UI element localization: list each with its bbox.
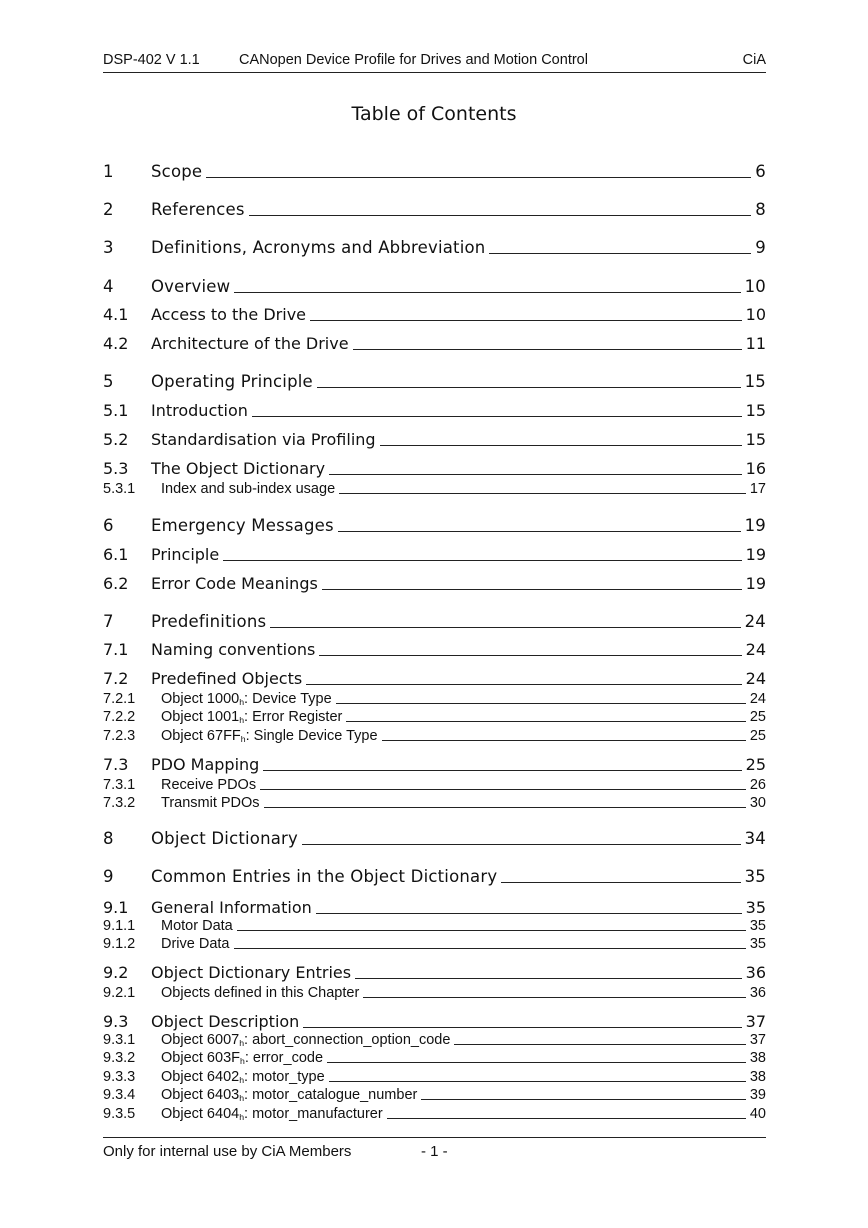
toc-entry[interactable] [103, 401, 766, 420]
toc-entry-title-suffix: : motor_catalogue_number [244, 1087, 418, 1103]
page-number: - 1 - [421, 1143, 448, 1160]
toc-entry-title [161, 1050, 323, 1066]
toc-entry-title: Error Code Meanings [151, 574, 318, 593]
toc-entry-number: 4 [103, 277, 114, 296]
toc-leader-line [223, 560, 741, 561]
toc-entry-number: 7.3.1 [103, 777, 136, 793]
toc-entry-page: 35 [744, 867, 766, 886]
toc-leader-line [454, 1044, 745, 1045]
toc-heading: Table of Contents [351, 103, 517, 125]
toc-entry-page: 15 [744, 372, 766, 391]
toc-leader-line [206, 177, 751, 178]
toc-entry-number: 7.3.2 [103, 795, 136, 811]
toc-entry-title-suffix: : error_code [244, 1050, 324, 1066]
toc-entry[interactable] [103, 709, 766, 725]
toc-leader-line [336, 703, 746, 704]
toc-entry-number: 9.3.3 [103, 1069, 136, 1085]
toc-entry-number: 4.1 [103, 305, 129, 324]
toc-leader-line [501, 882, 740, 883]
toc-entry-number: 9.3.2 [103, 1050, 136, 1066]
toc-entry-page: 36 [749, 985, 766, 1001]
toc-entry-number: 9.3.4 [103, 1087, 136, 1103]
toc-entry-title: Object Dictionary [151, 829, 299, 848]
toc-entry[interactable] [103, 1050, 766, 1066]
toc-entry-page: 35 [749, 918, 766, 934]
toc-entry[interactable] [103, 1069, 766, 1085]
toc-entry-title-suffix: : abort_connection_option_code [244, 1032, 451, 1048]
toc-leader-line [329, 1081, 746, 1082]
toc-entry-title: References [151, 200, 245, 219]
toc-entry-number: 9.3.5 [103, 1106, 136, 1122]
toc-entry-number: 6.1 [103, 545, 129, 564]
toc-entry-number: 9.1 [103, 898, 129, 917]
toc-entry-number: 7.3 [103, 755, 129, 774]
toc-entry-title: Object Description [151, 1012, 300, 1031]
toc-entry[interactable] [103, 829, 766, 848]
toc-leader-line [489, 253, 751, 254]
toc-entry-title-prefix: Object 1001 [161, 709, 240, 725]
toc-entry-number: 5.3.1 [103, 481, 136, 497]
toc-leader-line [346, 721, 746, 722]
toc-leader-line [270, 627, 740, 628]
toc-entry-page: 15 [745, 401, 766, 420]
toc-entry-title-prefix: Object 6403 [161, 1087, 240, 1103]
toc-leader-line [382, 740, 746, 741]
toc-entry-page: 24 [744, 612, 766, 631]
toc-entry-number: 7.2.2 [103, 709, 136, 725]
toc-leader-line [421, 1099, 746, 1100]
toc-entry-title: Motor Data [161, 918, 233, 934]
toc-entry-title: Objects defined in this Chapter [161, 985, 360, 1001]
toc-entry-title: Access to the Drive [151, 305, 307, 324]
toc-entry-page: 35 [749, 936, 766, 952]
toc-leader-line [338, 531, 741, 532]
toc-entry[interactable] [103, 985, 766, 1001]
toc-entry-page: 8 [755, 200, 766, 219]
toc-entry-page: 10 [744, 277, 766, 296]
toc-entry[interactable] [103, 334, 766, 353]
toc-entry-title: Operating Principle [151, 372, 313, 391]
toc-entry[interactable] [103, 728, 766, 744]
toc-entry-title: Predefined Objects [151, 669, 303, 688]
toc-entry-number: 3 [103, 238, 114, 257]
toc-entry-title: Standardisation via Profiling [151, 430, 376, 449]
toc-entry-page: 34 [744, 829, 766, 848]
toc-entry-number: 8 [103, 829, 114, 848]
toc-entry-page: 17 [749, 481, 766, 497]
toc-leader-line [252, 416, 742, 417]
toc-entry-number: 4.2 [103, 334, 129, 353]
toc-entry[interactable] [103, 691, 766, 707]
toc-entry-number: 9.1.1 [103, 918, 136, 934]
toc-entry[interactable] [103, 755, 766, 774]
toc-entry-title [161, 1069, 325, 1085]
toc-leader-line [387, 1118, 746, 1119]
toc-entry-page: 24 [745, 640, 766, 659]
toc-entry[interactable] [103, 459, 766, 478]
toc-leader-line [319, 655, 741, 656]
toc-entry-title: Overview [151, 277, 231, 296]
toc-entry-title: Common Entries in the Object Dictionary [151, 867, 498, 886]
toc-leader-line [317, 387, 741, 388]
toc-entry-title: Emergency Messages [151, 516, 334, 535]
toc-entry-number: 5.2 [103, 430, 129, 449]
toc-entry[interactable] [103, 640, 766, 659]
toc-entry-page: 36 [745, 963, 766, 982]
toc-entry[interactable] [103, 305, 766, 324]
document-id: DSP-402 V 1.1 [103, 52, 200, 68]
toc-entry-page: 24 [749, 691, 766, 707]
toc-entry-page: 10 [745, 305, 766, 324]
toc-entry-title: PDO Mapping [151, 755, 260, 774]
toc-entry[interactable] [103, 795, 766, 811]
toc-entry-title [161, 691, 332, 707]
toc-entry-number: 5 [103, 372, 114, 391]
page-header [103, 50, 766, 73]
toc-leader-line [234, 948, 746, 949]
toc-leader-line [260, 789, 746, 790]
toc-entry[interactable] [103, 669, 766, 688]
toc-entry-page: 19 [745, 574, 766, 593]
hex-subscript: h [239, 1038, 245, 1049]
toc-entry-title: Definitions, Acronyms and Abbreviation [151, 238, 486, 257]
toc-leader-line [380, 445, 742, 446]
toc-entry-page: 39 [749, 1087, 766, 1103]
toc-entry-title: Index and sub-index usage [161, 481, 336, 497]
hex-subscript: h [239, 1093, 245, 1104]
toc-entry-page: 35 [745, 898, 766, 917]
toc-leader-line [329, 474, 742, 475]
toc-entry-page: 37 [745, 1012, 766, 1031]
toc-entry[interactable] [103, 963, 766, 982]
toc-entry-number: 9.2.1 [103, 985, 136, 1001]
toc-entry-title-suffix: : motor_type [244, 1069, 325, 1085]
toc-entry-page: 40 [749, 1106, 766, 1122]
toc-leader-line [303, 1027, 741, 1028]
toc-entry-page: 24 [745, 669, 766, 688]
hex-subscript: h [239, 715, 245, 726]
toc-entry-title: The Object Dictionary [151, 459, 326, 478]
toc-entry-number: 6.2 [103, 574, 129, 593]
hex-subscript: h [239, 1112, 245, 1123]
toc-entry[interactable] [103, 867, 766, 886]
toc-entry-title: Principle [151, 545, 220, 564]
toc-leader-line [264, 807, 746, 808]
toc-entry-page: 26 [749, 777, 766, 793]
toc-entry-title [161, 709, 342, 725]
toc-entry-title [161, 1106, 383, 1122]
toc-entry-page: 38 [749, 1050, 766, 1066]
toc-entry[interactable] [103, 481, 766, 497]
toc-entry-number: 7.2.1 [103, 691, 136, 707]
toc-entry-title: Object Dictionary Entries [151, 963, 352, 982]
toc-entry[interactable] [103, 516, 766, 535]
toc-entry-number: 5.3 [103, 459, 129, 478]
toc-entry[interactable] [103, 1087, 766, 1103]
toc-entry-title: Drive Data [161, 936, 230, 952]
toc-entry[interactable] [103, 936, 766, 952]
toc-entry[interactable] [103, 430, 766, 449]
toc-entry-page: 9 [755, 238, 766, 257]
toc-leader-line [363, 997, 746, 998]
toc-entry-title: Receive PDOs [161, 777, 257, 793]
toc-entry[interactable] [103, 200, 766, 219]
toc-entry-page: 15 [745, 430, 766, 449]
toc-entry-title [161, 1032, 450, 1048]
toc-entry-page: 37 [749, 1032, 766, 1048]
toc-entry[interactable] [103, 574, 766, 593]
toc-entry-number: 9 [103, 867, 114, 886]
toc-entry-page: 38 [749, 1069, 766, 1085]
hex-subscript: h [240, 1056, 245, 1067]
toc-entry-number: 1 [103, 162, 114, 181]
toc-entry-title-suffix: : motor_manufacturer [244, 1106, 383, 1122]
toc-leader-line [355, 978, 742, 979]
document-title: CANopen Device Profile for Drives and Motion Control [239, 52, 588, 68]
toc-entry-title-prefix: Object 67FF [161, 728, 241, 744]
toc-leader-line [306, 684, 741, 685]
toc-entry-page: 19 [744, 516, 766, 535]
hex-subscript: h [240, 734, 246, 745]
toc-entry-page: 25 [749, 709, 766, 725]
toc-leader-line [237, 930, 746, 931]
toc-entry-number: 7.2.3 [103, 728, 136, 744]
toc-entry-title: General Information [151, 898, 312, 917]
toc-entry-title-suffix: : Single Device Type [245, 728, 378, 744]
toc-entry-page: 11 [745, 334, 766, 353]
toc-leader-line [339, 493, 746, 494]
toc-entry[interactable] [103, 898, 766, 917]
toc-entry-title: Scope [151, 162, 203, 181]
toc-leader-line [263, 770, 741, 771]
toc-leader-line [310, 320, 742, 321]
hex-subscript: h [239, 697, 245, 708]
toc-entry-number: 2 [103, 200, 114, 219]
toc-leader-line [353, 349, 742, 350]
toc-entry-number: 9.3 [103, 1012, 129, 1031]
toc-entry-number: 5.1 [103, 401, 129, 420]
toc-entry-page: 25 [749, 728, 766, 744]
toc-entry[interactable] [103, 162, 766, 181]
toc-leader-line [234, 292, 740, 293]
toc-leader-line [249, 215, 752, 216]
toc-entry-title-prefix: Object 6402 [161, 1069, 240, 1085]
toc-entry-number: 7.2 [103, 669, 129, 688]
toc-entry-title-prefix: Object 603F [161, 1050, 240, 1066]
toc-entry-number: 9.3.1 [103, 1032, 136, 1048]
toc-entry-title [161, 1087, 417, 1103]
toc-entry-page: 6 [755, 162, 766, 181]
toc-entry[interactable] [103, 545, 766, 564]
toc-entry-number: 6 [103, 516, 114, 535]
page-footer [103, 1137, 766, 1166]
toc-entry[interactable] [103, 612, 766, 631]
toc-entry[interactable] [103, 277, 766, 296]
toc-entry[interactable] [103, 918, 766, 934]
toc-entry-number: 9.2 [103, 963, 129, 982]
toc-entry-title-prefix: Object 6404 [161, 1106, 240, 1122]
toc-entry-title-prefix: Object 6007 [161, 1032, 240, 1048]
toc-entry-title [161, 728, 378, 744]
toc-entry-title: Predefinitions [151, 612, 267, 631]
toc-entry-page: 19 [745, 545, 766, 564]
toc-entry[interactable] [103, 1106, 766, 1122]
toc-entry-page: 30 [749, 795, 766, 811]
toc-entry-title-suffix: : Device Type [244, 691, 332, 707]
toc-entry[interactable] [103, 1032, 766, 1048]
hex-subscript: h [239, 1075, 245, 1086]
toc-entry[interactable] [103, 372, 766, 391]
footer-note: Only for internal use by CiA Members [103, 1143, 352, 1160]
toc-leader-line [327, 1062, 746, 1063]
toc-entry-title-prefix: Object 1000 [161, 691, 240, 707]
toc-leader-line [302, 844, 741, 845]
toc-leader-line [316, 913, 742, 914]
organization-name: CiA [742, 52, 766, 68]
toc-entry[interactable] [103, 1012, 766, 1031]
toc-entry-number: 7.1 [103, 640, 129, 659]
toc-entry[interactable] [103, 777, 766, 793]
toc-entry-page: 16 [745, 459, 766, 478]
toc-leader-line [322, 589, 742, 590]
toc-entry-number: 7 [103, 612, 114, 631]
toc-entry-page: 25 [745, 755, 766, 774]
toc-entry[interactable] [103, 238, 766, 257]
toc-entry-title: Introduction [151, 401, 248, 420]
toc-entry-title: Transmit PDOs [161, 795, 260, 811]
toc-entry-title: Naming conventions [151, 640, 316, 659]
toc-entry-number: 9.1.2 [103, 936, 136, 952]
toc-entry-title-suffix: : Error Register [244, 709, 343, 725]
toc-entry-title: Architecture of the Drive [151, 334, 349, 353]
